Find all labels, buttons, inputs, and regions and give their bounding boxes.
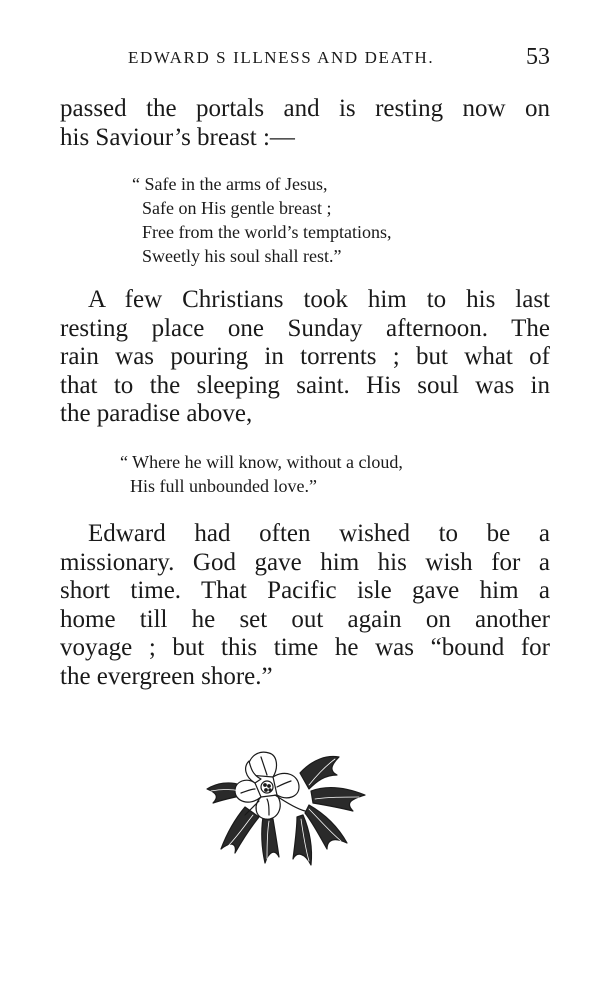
verse-line: “ Safe in the arms of Jesus, (132, 174, 328, 194)
verse-line: Sweetly his soul shall rest.” (142, 246, 342, 266)
paragraph-line: rain was pouring in torrents ; but what of (60, 343, 550, 370)
flower-ornament-icon (205, 745, 375, 870)
paragraph-line: voyage ; but this time he was “bound for (60, 634, 550, 661)
paragraph-line: A few Christians took him to his last (88, 286, 550, 313)
verse-line: His full unbounded love.” (130, 476, 317, 496)
paragraph-line: missionary. God gave him his wish for a (60, 548, 550, 576)
verse-line: Free from the world’s temptations, (142, 222, 392, 242)
paragraph-1 (60, 95, 550, 152)
paragraph-line: home till he set out again on another (60, 605, 550, 633)
running-title: EDWARD S ILLNESS AND DEATH. (128, 48, 435, 67)
verse-1 (132, 172, 391, 268)
verse-line: “ Where he will know, without a cloud, (120, 452, 403, 472)
paragraph-3 (60, 520, 550, 691)
paragraph-line: the evergreen shore.” (60, 662, 273, 690)
paragraph-line: his Saviour’s breast :— (60, 123, 295, 151)
paragraph-line: Edward had often wished to be a (88, 520, 550, 547)
verse-2 (120, 450, 403, 498)
paragraph-line: that to the sleeping saint. His soul was in (60, 371, 550, 399)
paragraph-line: the paradise above, (60, 400, 253, 427)
running-head (60, 44, 550, 76)
paragraph-line: passed the portals and is resting now on (60, 95, 550, 122)
verse-line: Safe on His gentle breast ; (142, 198, 332, 218)
paragraph-2 (60, 286, 550, 429)
paragraph-line: short time. That Pacific isle gave him a (60, 577, 550, 604)
page-number: 53 (526, 44, 550, 70)
paragraph-line: resting place one Sunday afternoon. The (60, 314, 550, 342)
